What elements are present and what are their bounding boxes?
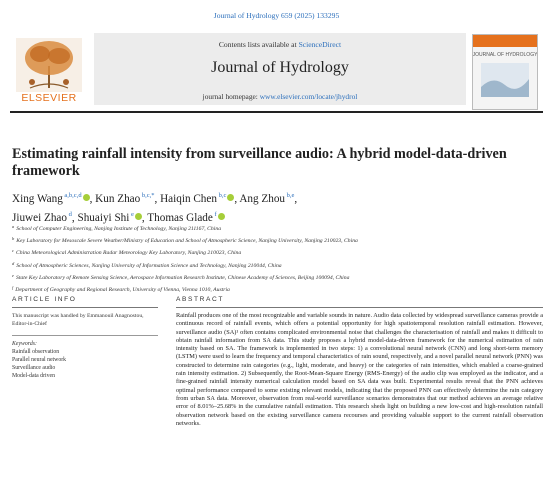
- author-name[interactable]: Haiqin Chen: [160, 193, 217, 205]
- author-separator: ,: [71, 212, 78, 224]
- affiliation-text: China Meteorological Administration Radar Meteorology Key Laboratory, Nanjing 210023, China: [16, 250, 242, 257]
- contents-prefix: Contents lists available at: [218, 40, 299, 49]
- author-separator: ,: [141, 212, 148, 224]
- homepage-line: [94, 92, 466, 101]
- author-name[interactable]: Thomas Glade: [147, 212, 213, 224]
- author-name[interactable]: Ang Zhou: [239, 193, 286, 205]
- affiliation-item: [12, 234, 542, 246]
- affiliation-label: b: [12, 236, 15, 242]
- affiliation-item: [12, 259, 542, 271]
- author-separator: ,: [89, 193, 96, 205]
- handling-editor-note: This manuscript was handled by Emmanouil Anagnostou, Editor-in-Chief: [12, 313, 144, 327]
- abstract-heading: ABSTRACT: [176, 296, 224, 303]
- author-list: [12, 188, 532, 226]
- orcid-icon[interactable]: [218, 213, 225, 220]
- author-affiliation-marks[interactable]: f: [212, 211, 217, 218]
- affiliation-text: School of Computer Engineering, Nanjing Institute of Technology, Nanjing 211167, China: [16, 226, 222, 232]
- journal-homepage-link[interactable]: www.elsevier.com/locate/jhydrol: [259, 92, 358, 101]
- author-name[interactable]: Kun Zhao: [95, 193, 141, 205]
- article-title: Estimating rainfall intensity from surveillance audio: A hybrid model-data-driven framework: [12, 146, 507, 179]
- keyword-item[interactable]: Parallel neural network: [12, 357, 67, 363]
- affiliation-item: [12, 283, 542, 295]
- author-name[interactable]: Shuaiyi Shi: [77, 212, 130, 224]
- affiliation-label: c: [12, 248, 14, 254]
- author-entry: [95, 193, 160, 205]
- author-entry: [160, 193, 239, 205]
- affiliation-label: d: [12, 260, 15, 266]
- keywords-list: [12, 348, 158, 380]
- author-name[interactable]: Xing Wang: [12, 193, 63, 205]
- author-affiliation-marks[interactable]: e: [129, 211, 134, 218]
- affiliation-label: f: [12, 285, 14, 291]
- affiliation-text: Department of Geography and Regional Research, University of Vienna, Vienna 1010, Austria: [15, 287, 230, 294]
- header-rule: [10, 111, 543, 113]
- author-affiliation-marks[interactable]: d: [67, 211, 72, 218]
- author-entry: [239, 193, 297, 205]
- affiliation-label: e: [12, 272, 14, 278]
- author-affiliation-marks[interactable]: a,b,c,d: [62, 192, 82, 199]
- author-affiliation-marks[interactable]: b,c: [216, 192, 227, 199]
- affiliation-list: [12, 222, 542, 295]
- keywords-block: [12, 340, 158, 380]
- article-info-rule: [12, 307, 158, 308]
- author-separator: ,: [234, 193, 240, 205]
- author-separator: ,: [294, 193, 298, 205]
- article-info-heading: ARTICLE INFO: [12, 296, 77, 303]
- keyword-item[interactable]: Surveillance audio: [12, 365, 56, 371]
- cover-title: JOURNAL OF HYDROLOGY: [473, 52, 537, 58]
- elsevier-wordmark: ELSEVIER: [21, 92, 77, 104]
- affiliation-item: [12, 222, 542, 234]
- author-entry: [12, 193, 95, 205]
- abstract-rule: [176, 307, 543, 308]
- orcid-icon[interactable]: [135, 213, 142, 220]
- affiliation-text: Key Laboratory for Mesoscale Severe Weather/Ministry of Education and School of Atmospheric Science, Nanjing University, Nanjing 210023, China: [16, 238, 358, 245]
- affiliation-text: School of Atmospheric Sciences, Nanjing University of Information Science and Technology, Nanjing 210044, China: [16, 262, 282, 269]
- author-affiliation-marks[interactable]: b,e: [285, 192, 295, 199]
- author-name[interactable]: Jiuwei Zhao: [12, 212, 67, 224]
- journal-cover-image: [473, 35, 537, 109]
- homepage-prefix: journal homepage:: [202, 92, 260, 101]
- affiliation-item: [12, 271, 542, 283]
- affiliation-item: [12, 246, 542, 258]
- affiliation-text: State Key Laboratory of Remote Sensing Science, Aerospace Information Research Institute, Chinese Academy of Sciences, Beijing 100094, China: [16, 274, 350, 281]
- author-affiliation-marks[interactable]: b,c,*: [140, 192, 155, 199]
- journal-citation-link[interactable]: Journal of Hydrology 659 (2025) 133295: [213, 11, 340, 20]
- contents-line: [94, 40, 466, 49]
- keywords-label: Keywords:: [12, 341, 37, 347]
- journal-cover-thumbnail[interactable]: [472, 34, 538, 110]
- abstract-text: Rainfall produces one of the most recognizable and variable sounds in nature. Audio data collected by widespread surveillance cameras provide a continuous record of rainfall events, which offers a potential opportunity for high spatiotemporal resolution rainfall estimation. However, surveillance audio (SA)¹ often contains complicated environmental noise that challenges the characterisation of rainfall and makes it difficult to obtain rainfall information from SA data. This study proposes a hybrid model-data-driven framework for the numerical estimation of rain intensity based on SA. The framework is implemented in two steps: 1) a convolutional neural network (CNN) and long short-term memory (LSTM) were used to learn the frequency and temporal characteristics of rain sound, respectively, and a novel parallel neural network (PNN) was constructed to determine rain categories (e.g., light, moderate, and heavy) or the categories of rain intensities, which enabled a coarse-grained rain intensity estimation. 2) Subsequently, the Root-Mean-Square Energy (RMS-Energy) of the audio clip was employed as the indicator, and a fine-grained rainfall intensity numerical calculation model based on SA data was built. Experimental results reveal that the PNN achieves optimal performance compared to some existing relevant models, indicating that the proposed PNN can effectively determine the rain category from urban SA data. Moreover, observation from real-world surveillance scenarios demonstrates that our method achieves an average relative error of 8.01%–25.68% in the cumulative rainfall estimation. This research sheds light on building a new low-cost and high-resolution rainfall observation network based on the existing surveillance camera recourses and providing valuable support to the current rainfall observation networks.: [176, 312, 543, 427]
- article-info-divider: [12, 335, 158, 336]
- journal-title: Journal of Hydrology: [211, 59, 349, 76]
- orcid-icon[interactable]: [83, 194, 90, 201]
- affiliation-label: a: [12, 224, 15, 229]
- keyword-item[interactable]: Rainfall observation: [12, 349, 60, 355]
- author-separator: ,: [154, 193, 161, 205]
- sciencedirect-link[interactable]: ScienceDirect: [298, 40, 342, 49]
- keyword-item[interactable]: Model-data driven: [12, 373, 55, 379]
